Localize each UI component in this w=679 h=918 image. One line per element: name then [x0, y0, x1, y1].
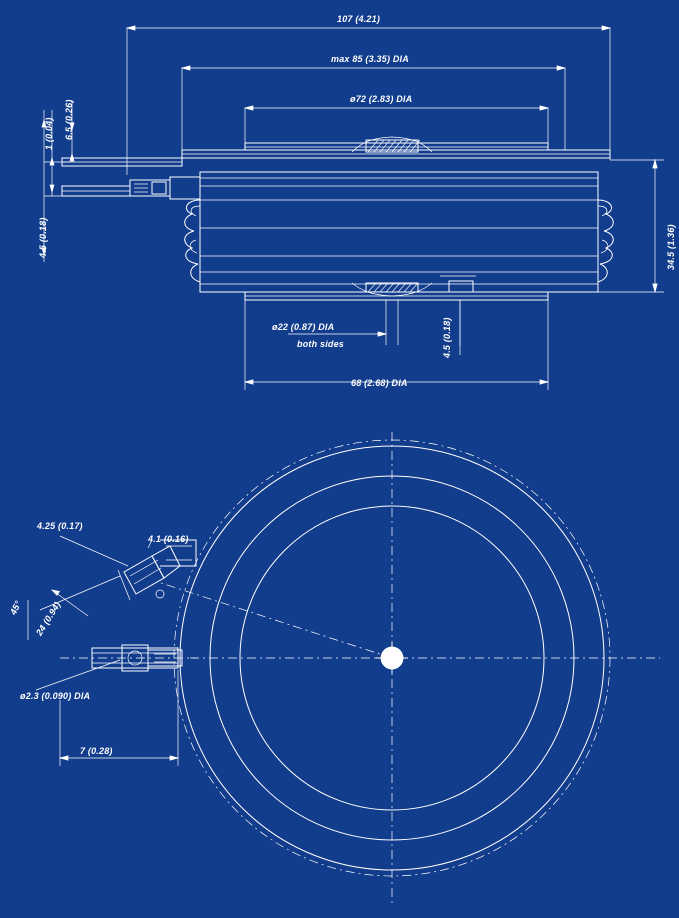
- center-pin-bottom: [352, 281, 473, 296]
- dim-terminal-length: 4.5 (0.18): [38, 217, 48, 258]
- dim-lower-contact-dia: 68 (2.68) DIA: [351, 378, 408, 388]
- dim-gate-tab: 4.1 (0.16): [148, 534, 189, 544]
- dim-lower-step-height: 4.5 (0.18): [442, 317, 452, 358]
- gate-terminal-block: [118, 540, 196, 600]
- top-plan-geometry: [28, 432, 660, 905]
- dim-upper-contact-dia: ø72 (2.83) DIA: [350, 94, 413, 104]
- dim-overall-width: 107 (4.21): [337, 14, 381, 24]
- dim-outer-contact-dia: max 85 (3.35) DIA: [331, 54, 409, 64]
- dim-gate-tab-length: 24 (0.94): [34, 599, 63, 638]
- dim-terminal-width: 6.5 (0.26): [64, 99, 74, 140]
- dim-center-pin-dia: ø22 (0.87) DIA: [272, 322, 335, 332]
- dim-lead-spacing: 7 (0.28): [80, 746, 113, 756]
- dim-terminal-thickness: 1 (0.04): [44, 117, 54, 150]
- cathode-lead-assembly: [60, 645, 196, 671]
- dim-center-pin-note: both sides: [297, 339, 345, 349]
- dim-overall-height: 34.5 (1.36): [666, 224, 676, 270]
- side-elevation-geometry: [42, 26, 664, 390]
- dim-gate-lead-width: 4.25 (0.17): [37, 521, 83, 531]
- dim-cathode-lead-dia: ø2.3 (0.090) DIA: [20, 691, 91, 701]
- dim-gate-offset-angle: 45°: [8, 599, 24, 617]
